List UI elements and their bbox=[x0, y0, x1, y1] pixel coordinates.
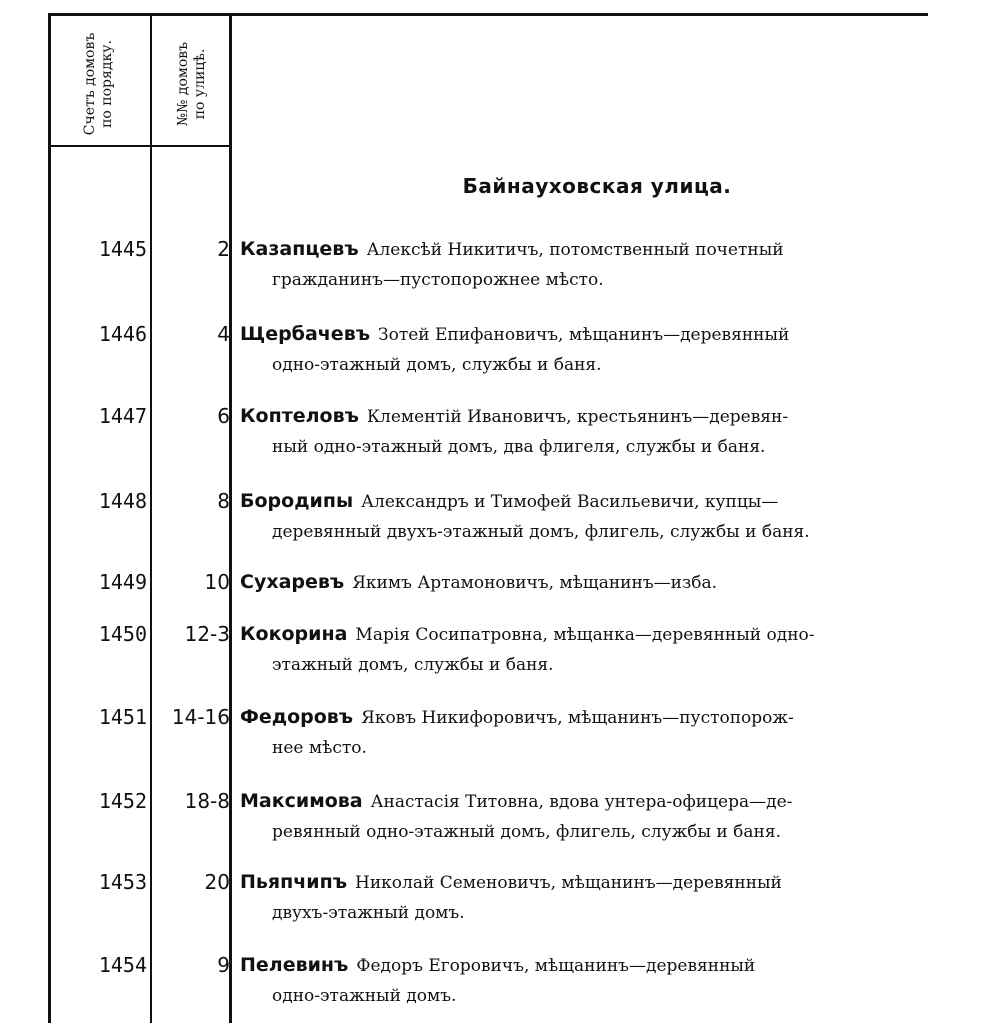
owner-surname: Щербачевъ bbox=[240, 323, 370, 345]
owner-surname: Максимова bbox=[240, 790, 363, 812]
entry-text bbox=[240, 486, 934, 547]
house-count-number: 1454 bbox=[98, 953, 147, 977]
street-house-number: 18-8 bbox=[184, 789, 230, 813]
column-header-street-numbers-line1: №№ домовъ bbox=[175, 41, 191, 127]
entry-line-2: двухъ-этажный домъ. bbox=[272, 903, 465, 923]
entry-line-2: ный одно-этажный домъ, два флигеля, службы и баня. bbox=[272, 437, 766, 457]
entry-line-1: Якимъ Артамоновичъ, мѣщанинъ—изба. bbox=[352, 573, 718, 593]
top-rule bbox=[48, 13, 928, 16]
street-house-number: 6 bbox=[217, 404, 230, 428]
entry-line-2: этажный домъ, службы и баня. bbox=[272, 655, 554, 675]
house-count-number: 1449 bbox=[98, 570, 147, 594]
entry-text bbox=[240, 319, 934, 380]
owner-surname: Пелевинъ bbox=[240, 954, 349, 976]
entry-line-1: Яковъ Никифоровичъ, мѣщанинъ—пустопорож- bbox=[361, 708, 794, 728]
entry-line-1: Николай Семеновичъ, мѣщанинъ—деревянный bbox=[355, 873, 782, 893]
entry-line-2: нее мѣсто. bbox=[272, 738, 367, 758]
entry-text bbox=[240, 619, 934, 680]
owner-surname: Сухаревъ bbox=[240, 571, 345, 593]
entry-line-1: Зотей Епифановичъ, мѣщанинъ—деревянный bbox=[378, 325, 790, 345]
street-house-number: 10 bbox=[204, 570, 230, 594]
entry-line-1: Александръ и Тимофей Васильевичи, купцы— bbox=[361, 492, 779, 512]
column-header-house-count-line1: Счетъ домовъ bbox=[82, 32, 98, 136]
header-rule bbox=[48, 145, 232, 147]
street-house-number: 9 bbox=[217, 953, 230, 977]
column-header-street-numbers-line2: по улицѣ. bbox=[192, 48, 208, 120]
street-title: Байнауховская улица. bbox=[462, 174, 732, 198]
entry-text bbox=[240, 950, 934, 1011]
house-count-number: 1453 bbox=[98, 870, 147, 894]
entry-text bbox=[240, 401, 934, 462]
left-border-line bbox=[48, 13, 51, 1023]
house-count-number: 1451 bbox=[98, 705, 147, 729]
house-count-number: 1448 bbox=[98, 489, 147, 513]
owner-surname: Коптеловъ bbox=[240, 405, 359, 427]
column-header-house-count bbox=[82, 29, 118, 139]
entry-line-2: одно-этажный домъ. bbox=[272, 986, 457, 1006]
house-count-number: 1450 bbox=[98, 622, 147, 646]
entry-text bbox=[240, 867, 934, 928]
owner-surname: Федоровъ bbox=[240, 706, 354, 728]
street-house-number: 2 bbox=[217, 237, 230, 261]
street-house-number: 20 bbox=[204, 870, 230, 894]
owner-surname: Пьяпчипъ bbox=[240, 871, 348, 893]
entry-line-1: Марія Сосипатровна, мѣщанка—деревянный одно- bbox=[355, 625, 815, 645]
entry-text bbox=[240, 234, 934, 295]
street-house-number: 12-3 bbox=[184, 622, 230, 646]
house-count-number: 1452 bbox=[98, 789, 147, 813]
entry-text bbox=[240, 786, 934, 847]
entry-line-2: гражданинъ—пустопорожнее мѣсто. bbox=[272, 270, 604, 290]
entry-line-2: одно-этажный домъ, службы и баня. bbox=[272, 355, 602, 375]
house-count-number: 1445 bbox=[98, 237, 147, 261]
entry-line-2: деревянный двухъ-этажный домъ, флигель, службы и баня. bbox=[272, 522, 810, 542]
owner-surname: Казапцевъ bbox=[240, 238, 359, 260]
column-header-house-count-line2: по порядку. bbox=[99, 40, 115, 128]
owner-surname: Кокорина bbox=[240, 623, 348, 645]
entry-line-1: Алексѣй Никитичъ, потомственный почетный bbox=[366, 240, 784, 260]
column-header-street-numbers bbox=[175, 29, 211, 139]
entry-line-2: ревянный одно-этажный домъ, флигель, службы и баня. bbox=[272, 822, 781, 842]
house-count-number: 1447 bbox=[98, 404, 147, 428]
entry-text bbox=[240, 567, 934, 598]
owner-surname: Бородипы bbox=[240, 490, 354, 512]
entry-line-1: Анастасія Титовна, вдова унтера-офицера—де- bbox=[370, 792, 793, 812]
street-house-number: 8 bbox=[217, 489, 230, 513]
entry-line-1: Клементій Ивановичъ, крестьянинъ—деревян- bbox=[366, 407, 789, 427]
entry-text bbox=[240, 702, 934, 763]
street-house-number: 14-16 bbox=[171, 705, 230, 729]
entry-line-1: Федоръ Егоровичъ, мѣщанинъ—деревянный bbox=[356, 956, 756, 976]
street-house-number: 4 bbox=[217, 322, 230, 346]
house-count-number: 1446 bbox=[98, 322, 147, 346]
